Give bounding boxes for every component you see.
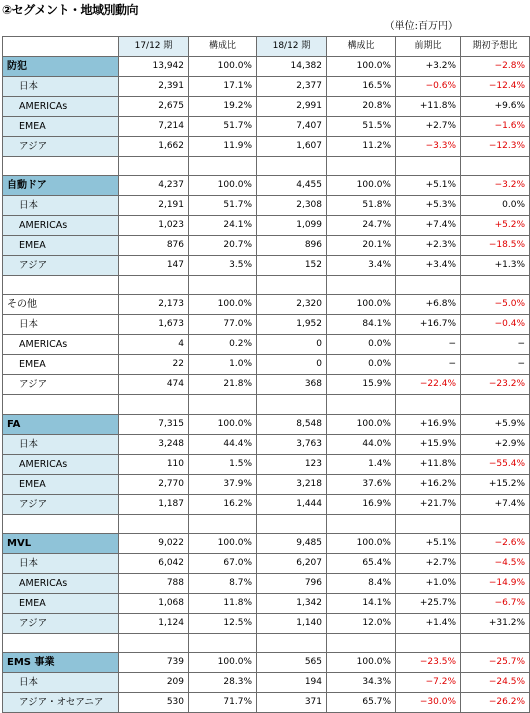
vs-plan: −1.6%	[461, 117, 530, 137]
row-label: 日本	[3, 672, 119, 692]
value-17: 2,191	[119, 196, 189, 216]
value-17: 1,662	[119, 137, 189, 157]
value-17: 1,673	[119, 315, 189, 335]
value-18: 796	[257, 573, 327, 593]
region-row	[3, 335, 530, 355]
ratio-17: 21.8%	[189, 375, 257, 395]
value-17: 3,248	[119, 434, 189, 454]
yoy-change: +7.4%	[396, 216, 461, 236]
ratio-17: 16.2%	[189, 494, 257, 514]
vs-plan: −23.2%	[461, 375, 530, 395]
empty-cell	[461, 276, 530, 295]
region-row	[3, 375, 530, 395]
empty-cell	[327, 276, 396, 295]
ratio-17: 20.7%	[189, 236, 257, 256]
ratio-17: 8.7%	[189, 573, 257, 593]
value-17: 22	[119, 355, 189, 375]
yoy-change: +2.7%	[396, 553, 461, 573]
row-label: 日本	[3, 553, 119, 573]
row-label: EMEA	[3, 355, 119, 375]
vs-plan: −	[461, 335, 530, 355]
ratio-18: 100.0%	[327, 414, 396, 434]
value-17: 2,173	[119, 295, 189, 315]
segment-total-row	[3, 533, 530, 553]
row-label: EMEA	[3, 474, 119, 494]
ratio-18: 14.1%	[327, 593, 396, 613]
unit-note: （単位:百万円）	[384, 21, 458, 32]
ratio-17: 100.0%	[189, 176, 257, 196]
vs-plan: −2.6%	[461, 533, 530, 553]
ratio-17: 11.8%	[189, 593, 257, 613]
yoy-change: +16.7%	[396, 315, 461, 335]
spacer-row	[3, 514, 530, 533]
value-18: 4,455	[257, 176, 327, 196]
region-row	[3, 474, 530, 494]
empty-cell	[3, 633, 119, 652]
ratio-18: 100.0%	[327, 176, 396, 196]
yoy-change: +5.3%	[396, 196, 461, 216]
ratio-17: 67.0%	[189, 553, 257, 573]
value-18: 0	[257, 355, 327, 375]
vs-plan: −18.5%	[461, 236, 530, 256]
value-18: 2,377	[257, 77, 327, 97]
page-title: ②セグメント・地域別動向	[2, 3, 139, 17]
yoy-change: −	[396, 355, 461, 375]
segment-table	[2, 36, 530, 713]
row-label: アジア	[3, 256, 119, 276]
value-18: 194	[257, 672, 327, 692]
spacer-row	[3, 633, 530, 652]
value-18: 3,218	[257, 474, 327, 494]
ratio-18: 100.0%	[327, 652, 396, 672]
value-17: 739	[119, 652, 189, 672]
row-label: アジア	[3, 375, 119, 395]
ratio-17: 0.2%	[189, 335, 257, 355]
empty-cell	[119, 514, 189, 533]
value-18: 123	[257, 454, 327, 474]
empty-cell	[189, 633, 257, 652]
ratio-17: 100.0%	[189, 652, 257, 672]
region-row	[3, 77, 530, 97]
value-17: 147	[119, 256, 189, 276]
value-18: 368	[257, 375, 327, 395]
value-17: 13,942	[119, 57, 189, 77]
value-17: 1,068	[119, 593, 189, 613]
row-label: EMEA	[3, 236, 119, 256]
ratio-17: 51.7%	[189, 196, 257, 216]
value-17: 1,124	[119, 613, 189, 633]
ratio-17: 100.0%	[189, 533, 257, 553]
ratio-18: 100.0%	[327, 295, 396, 315]
ratio-18: 34.3%	[327, 672, 396, 692]
ratio-18: 24.7%	[327, 216, 396, 236]
vs-plan: +7.4%	[461, 494, 530, 514]
yoy-change: +15.9%	[396, 434, 461, 454]
vs-plan: −2.8%	[461, 57, 530, 77]
region-row	[3, 593, 530, 613]
yoy-change: +5.1%	[396, 176, 461, 196]
value-17: 788	[119, 573, 189, 593]
ratio-18: 15.9%	[327, 375, 396, 395]
ratio-18: 44.0%	[327, 434, 396, 454]
value-17: 7,214	[119, 117, 189, 137]
region-row	[3, 434, 530, 454]
ratio-18: 0.0%	[327, 355, 396, 375]
empty-cell	[119, 157, 189, 176]
vs-plan: 0.0%	[461, 196, 530, 216]
row-label: 日本	[3, 434, 119, 454]
ratio-17: 11.9%	[189, 137, 257, 157]
empty-cell	[3, 157, 119, 176]
row-label: アジア・オセアニア	[3, 692, 119, 712]
ratio-18: 100.0%	[327, 533, 396, 553]
row-label: FA	[3, 414, 119, 434]
region-row	[3, 553, 530, 573]
ratio-17: 17.1%	[189, 77, 257, 97]
row-label: AMERICAs	[3, 335, 119, 355]
yoy-change: +25.7%	[396, 593, 461, 613]
value-18: 8,548	[257, 414, 327, 434]
ratio-18: 84.1%	[327, 315, 396, 335]
ratio-18: 12.0%	[327, 613, 396, 633]
empty-cell	[396, 276, 461, 295]
ratio-18: 3.4%	[327, 256, 396, 276]
empty-cell	[396, 157, 461, 176]
value-18: 14,382	[257, 57, 327, 77]
column-header	[3, 37, 119, 57]
empty-cell	[327, 157, 396, 176]
value-18: 1,140	[257, 613, 327, 633]
region-row	[3, 256, 530, 276]
segment-total-row	[3, 652, 530, 672]
ratio-17: 77.0%	[189, 315, 257, 335]
empty-cell	[461, 157, 530, 176]
value-17: 876	[119, 236, 189, 256]
region-row	[3, 672, 530, 692]
value-18: 896	[257, 236, 327, 256]
value-17: 9,022	[119, 533, 189, 553]
value-17: 2,770	[119, 474, 189, 494]
empty-cell	[3, 276, 119, 295]
ratio-18: 65.7%	[327, 692, 396, 712]
empty-cell	[257, 276, 327, 295]
yoy-change: +2.7%	[396, 117, 461, 137]
ratio-17: 100.0%	[189, 414, 257, 434]
yoy-change: +5.1%	[396, 533, 461, 553]
ratio-17: 12.5%	[189, 613, 257, 633]
value-17: 2,675	[119, 97, 189, 117]
value-17: 7,315	[119, 414, 189, 434]
vs-plan: −25.7%	[461, 652, 530, 672]
vs-plan: +15.2%	[461, 474, 530, 494]
value-18: 565	[257, 652, 327, 672]
region-row	[3, 692, 530, 712]
yoy-change: +16.2%	[396, 474, 461, 494]
value-17: 4	[119, 335, 189, 355]
ratio-18: 51.8%	[327, 196, 396, 216]
row-label: 日本	[3, 315, 119, 335]
empty-cell	[461, 514, 530, 533]
row-label: MVL	[3, 533, 119, 553]
column-header: 18/12 期	[257, 37, 327, 57]
empty-cell	[119, 633, 189, 652]
ratio-18: 20.1%	[327, 236, 396, 256]
ratio-17: 28.3%	[189, 672, 257, 692]
empty-cell	[119, 276, 189, 295]
yoy-change: −22.4%	[396, 375, 461, 395]
yoy-change: −0.6%	[396, 77, 461, 97]
value-17: 1,023	[119, 216, 189, 236]
value-18: 6,207	[257, 553, 327, 573]
empty-cell	[257, 633, 327, 652]
vs-plan: +5.9%	[461, 414, 530, 434]
row-label: 防犯	[3, 57, 119, 77]
empty-cell	[461, 633, 530, 652]
ratio-17: 44.4%	[189, 434, 257, 454]
yoy-change: +3.2%	[396, 57, 461, 77]
vs-plan: −12.4%	[461, 77, 530, 97]
vs-plan: +1.3%	[461, 256, 530, 276]
value-18: 1,952	[257, 315, 327, 335]
column-header: 期初予想比	[461, 37, 530, 57]
value-18: 1,444	[257, 494, 327, 514]
vs-plan: +2.9%	[461, 434, 530, 454]
vs-plan: −26.2%	[461, 692, 530, 712]
value-18: 0	[257, 335, 327, 355]
row-label: アジア	[3, 137, 119, 157]
ratio-17: 51.7%	[189, 117, 257, 137]
segment-total-row	[3, 414, 530, 434]
segment-total-row	[3, 295, 530, 315]
empty-cell	[119, 395, 189, 414]
vs-plan: −0.4%	[461, 315, 530, 335]
vs-plan: +9.6%	[461, 97, 530, 117]
ratio-18: 100.0%	[327, 57, 396, 77]
ratio-18: 20.8%	[327, 97, 396, 117]
row-label: その他	[3, 295, 119, 315]
region-row	[3, 613, 530, 633]
row-label: アジア	[3, 494, 119, 514]
yoy-change: +11.8%	[396, 454, 461, 474]
value-17: 1,187	[119, 494, 189, 514]
region-row	[3, 97, 530, 117]
vs-plan: −14.9%	[461, 573, 530, 593]
yoy-change: −30.0%	[396, 692, 461, 712]
yoy-change: −3.3%	[396, 137, 461, 157]
empty-cell	[189, 395, 257, 414]
ratio-17: 24.1%	[189, 216, 257, 236]
value-18: 2,320	[257, 295, 327, 315]
value-17: 2,391	[119, 77, 189, 97]
row-label: AMERICAs	[3, 97, 119, 117]
vs-plan: +31.2%	[461, 613, 530, 633]
column-header: 17/12 期	[119, 37, 189, 57]
empty-cell	[396, 633, 461, 652]
segment-total-row	[3, 57, 530, 77]
empty-cell	[257, 157, 327, 176]
empty-cell	[189, 276, 257, 295]
value-18: 1,099	[257, 216, 327, 236]
ratio-18: 0.0%	[327, 335, 396, 355]
empty-cell	[257, 395, 327, 414]
yoy-change: +6.8%	[396, 295, 461, 315]
value-17: 530	[119, 692, 189, 712]
yoy-change: +2.3%	[396, 236, 461, 256]
row-label: アジア	[3, 613, 119, 633]
region-row	[3, 117, 530, 137]
value-18: 3,763	[257, 434, 327, 454]
empty-cell	[327, 633, 396, 652]
empty-cell	[327, 395, 396, 414]
yoy-change: +16.9%	[396, 414, 461, 434]
row-label: EMEA	[3, 593, 119, 613]
yoy-change: −	[396, 335, 461, 355]
vs-plan: +5.2%	[461, 216, 530, 236]
empty-cell	[327, 514, 396, 533]
ratio-18: 8.4%	[327, 573, 396, 593]
empty-cell	[189, 514, 257, 533]
vs-plan: −24.5%	[461, 672, 530, 692]
row-label: EMEA	[3, 117, 119, 137]
empty-cell	[189, 157, 257, 176]
ratio-18: 11.2%	[327, 137, 396, 157]
yoy-change: −23.5%	[396, 652, 461, 672]
empty-cell	[396, 395, 461, 414]
value-17: 4,237	[119, 176, 189, 196]
row-label: 日本	[3, 77, 119, 97]
spacer-row	[3, 276, 530, 295]
row-label: EMS 事業	[3, 652, 119, 672]
ratio-18: 16.5%	[327, 77, 396, 97]
vs-plan: −4.5%	[461, 553, 530, 573]
empty-cell	[257, 514, 327, 533]
region-row	[3, 236, 530, 256]
vs-plan: −12.3%	[461, 137, 530, 157]
region-row	[3, 454, 530, 474]
spacer-row	[3, 395, 530, 414]
segment-total-row	[3, 176, 530, 196]
value-17: 110	[119, 454, 189, 474]
value-18: 9,485	[257, 533, 327, 553]
ratio-17: 100.0%	[189, 57, 257, 77]
ratio-17: 19.2%	[189, 97, 257, 117]
ratio-18: 37.6%	[327, 474, 396, 494]
column-header: 前期比	[396, 37, 461, 57]
region-row	[3, 315, 530, 335]
column-header: 構成比	[189, 37, 257, 57]
value-18: 152	[257, 256, 327, 276]
value-17: 6,042	[119, 553, 189, 573]
ratio-17: 71.7%	[189, 692, 257, 712]
value-18: 7,407	[257, 117, 327, 137]
empty-cell	[461, 395, 530, 414]
yoy-change: +1.0%	[396, 573, 461, 593]
column-header: 構成比	[327, 37, 396, 57]
vs-plan: −55.4%	[461, 454, 530, 474]
vs-plan: −6.7%	[461, 593, 530, 613]
ratio-17: 1.0%	[189, 355, 257, 375]
region-row	[3, 355, 530, 375]
empty-cell	[3, 514, 119, 533]
row-label: 日本	[3, 196, 119, 216]
yoy-change: +3.4%	[396, 256, 461, 276]
value-18: 2,308	[257, 196, 327, 216]
region-row	[3, 196, 530, 216]
row-label: AMERICAs	[3, 216, 119, 236]
vs-plan: −3.2%	[461, 176, 530, 196]
region-row	[3, 573, 530, 593]
vs-plan: −5.0%	[461, 295, 530, 315]
yoy-change: +1.4%	[396, 613, 461, 633]
row-label: AMERICAs	[3, 573, 119, 593]
header-row	[3, 37, 530, 57]
ratio-17: 3.5%	[189, 256, 257, 276]
ratio-18: 51.5%	[327, 117, 396, 137]
ratio-18: 16.9%	[327, 494, 396, 514]
region-row	[3, 137, 530, 157]
yoy-change: +21.7%	[396, 494, 461, 514]
spacer-row	[3, 157, 530, 176]
value-17: 474	[119, 375, 189, 395]
ratio-17: 37.9%	[189, 474, 257, 494]
value-17: 209	[119, 672, 189, 692]
yoy-change: −7.2%	[396, 672, 461, 692]
value-18: 1,607	[257, 137, 327, 157]
value-18: 1,342	[257, 593, 327, 613]
ratio-18: 1.4%	[327, 454, 396, 474]
region-row	[3, 494, 530, 514]
ratio-18: 65.4%	[327, 553, 396, 573]
ratio-17: 100.0%	[189, 295, 257, 315]
empty-cell	[3, 395, 119, 414]
empty-cell	[396, 514, 461, 533]
vs-plan: −	[461, 355, 530, 375]
value-18: 2,991	[257, 97, 327, 117]
region-row	[3, 216, 530, 236]
yoy-change: +11.8%	[396, 97, 461, 117]
ratio-17: 1.5%	[189, 454, 257, 474]
value-18: 371	[257, 692, 327, 712]
row-label: AMERICAs	[3, 454, 119, 474]
row-label: 自動ドア	[3, 176, 119, 196]
